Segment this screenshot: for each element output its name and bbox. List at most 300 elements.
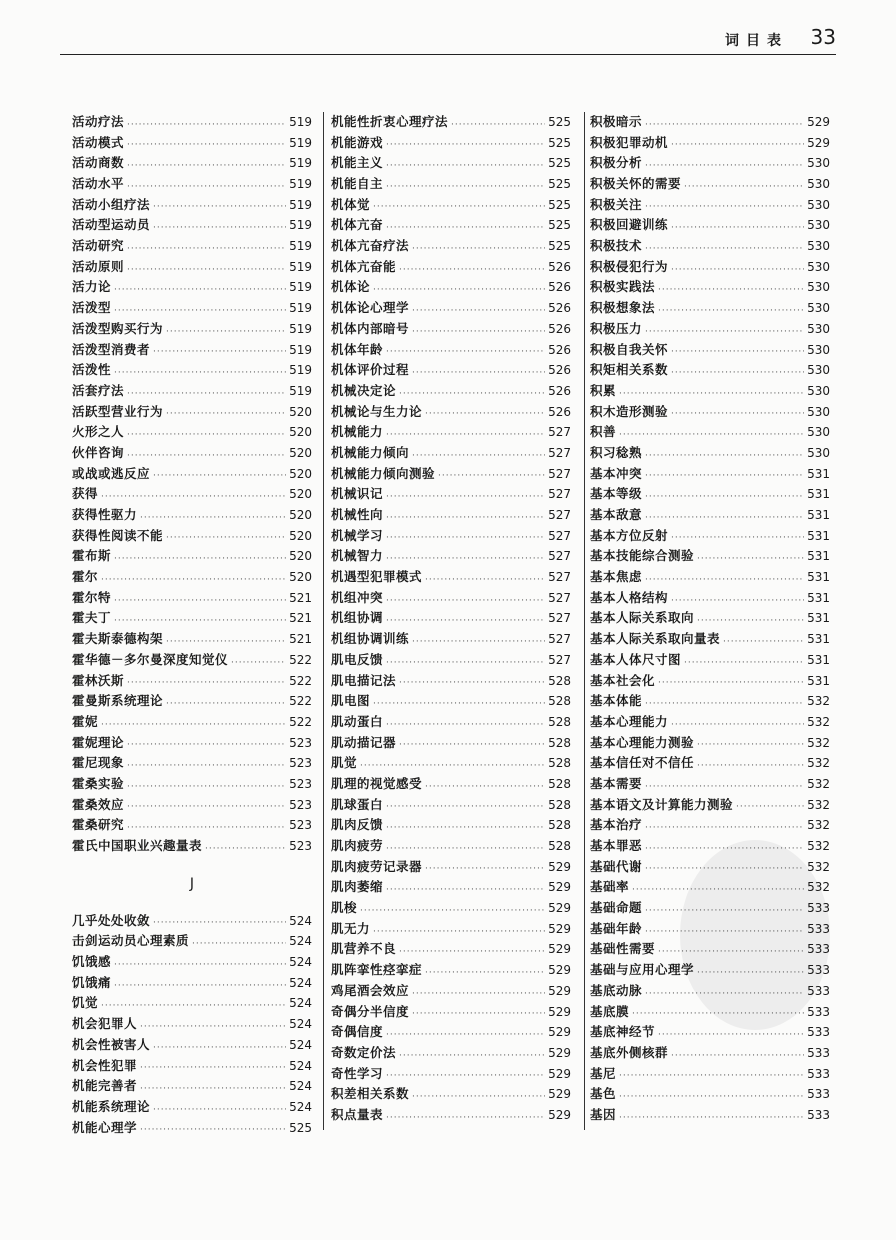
dot-leader — [140, 1081, 286, 1097]
dot-leader — [386, 158, 545, 174]
dot-leader — [127, 137, 286, 153]
entry-page: 532 — [807, 694, 830, 709]
entry-page: 524 — [289, 1037, 312, 1052]
index-entry — [331, 960, 571, 981]
dot-leader — [360, 903, 545, 919]
index-entry — [331, 484, 571, 505]
entry-term: 机体亢奋疗法 — [331, 238, 410, 254]
entry-page: 528 — [548, 839, 571, 854]
entry-page: 532 — [807, 818, 830, 833]
index-entry — [331, 1105, 571, 1126]
index-entry — [331, 815, 571, 836]
entry-page: 523 — [289, 735, 312, 750]
entry-page: 525 — [548, 218, 571, 233]
entry-term: 机体年龄 — [331, 341, 384, 357]
index-entry — [72, 133, 312, 154]
entry-term: 基础命题 — [590, 900, 643, 916]
dot-leader — [127, 799, 286, 815]
dot-leader — [412, 241, 545, 257]
entry-term: 机械性向 — [331, 507, 384, 523]
entry-page: 523 — [289, 818, 312, 833]
index-entry — [590, 898, 830, 919]
index-entry — [590, 319, 830, 340]
entry-page: 530 — [807, 197, 830, 212]
entry-term: 活力论 — [72, 279, 112, 295]
index-entry — [590, 981, 830, 1002]
index-entry — [331, 1084, 571, 1105]
entry-term: 机能游戏 — [331, 134, 384, 150]
entry-page: 525 — [548, 135, 571, 150]
entry-page: 532 — [807, 756, 830, 771]
entry-term: 基础年龄 — [590, 920, 643, 936]
dot-leader — [127, 820, 286, 836]
index-entry — [590, 609, 830, 630]
entry-term: 霍布斯 — [72, 548, 112, 564]
entry-page: 522 — [289, 714, 312, 729]
entry-page: 519 — [289, 259, 312, 274]
entry-page: 531 — [807, 528, 830, 543]
index-entry — [72, 753, 312, 774]
entry-page: 529 — [548, 921, 571, 936]
entry-term: 活动小组疗法 — [72, 196, 151, 212]
entry-term: 霍曼斯系统理论 — [72, 693, 164, 709]
entry-term: 基本治疗 — [590, 817, 643, 833]
entry-page: 526 — [548, 363, 571, 378]
dot-leader — [671, 530, 804, 546]
dot-leader — [671, 365, 804, 381]
dot-leader — [632, 1006, 804, 1022]
dot-leader — [412, 1089, 545, 1105]
entry-page: 533 — [807, 963, 830, 978]
entry-term: 霍妮理论 — [72, 734, 125, 750]
dot-leader — [619, 1110, 804, 1126]
entry-term: 饥觉 — [72, 995, 99, 1011]
index-entry — [72, 911, 312, 932]
entry-page: 533 — [807, 1066, 830, 1081]
entry-term: 基本信任对不信任 — [590, 755, 695, 771]
entry-page: 532 — [807, 776, 830, 791]
index-entry — [331, 836, 571, 857]
entry-page: 527 — [548, 487, 571, 502]
entry-page: 531 — [807, 466, 830, 481]
entry-term: 鸡尾酒会效应 — [331, 982, 410, 998]
dot-leader — [645, 779, 804, 795]
entry-term: 基色 — [590, 1086, 617, 1102]
dot-leader — [386, 220, 545, 236]
entry-page: 531 — [807, 508, 830, 523]
entry-term: 霍妮 — [72, 713, 99, 729]
index-entry — [72, 671, 312, 692]
entry-term: 基本敌意 — [590, 507, 643, 523]
entry-page: 524 — [289, 1058, 312, 1073]
entry-page: 519 — [289, 301, 312, 316]
index-entry — [331, 1043, 571, 1064]
entry-term: 肌无力 — [331, 920, 371, 936]
entry-page: 532 — [807, 797, 830, 812]
entry-term: 奇性学习 — [331, 1065, 384, 1081]
entry-page: 527 — [548, 445, 571, 460]
dot-leader — [192, 936, 286, 952]
dot-leader — [671, 137, 804, 153]
entry-term: 基本心理能力 — [590, 713, 669, 729]
entry-term: 积极暗示 — [590, 113, 643, 129]
entry-term: 机能自主 — [331, 176, 384, 192]
index-entry — [331, 443, 571, 464]
dot-leader — [386, 1110, 545, 1126]
dot-leader — [645, 986, 804, 1002]
index-entry — [331, 671, 571, 692]
index-entry — [331, 919, 571, 940]
entry-term: 机体论心理学 — [331, 300, 410, 316]
index-entry — [72, 443, 312, 464]
entry-term: 积矩相关系数 — [590, 362, 669, 378]
index-entry — [72, 319, 312, 340]
entry-term: 积点量表 — [331, 1106, 384, 1122]
index-entry — [590, 381, 830, 402]
entry-term: 活跃型营业行为 — [72, 403, 164, 419]
entry-page: 532 — [807, 880, 830, 895]
entry-page: 525 — [548, 114, 571, 129]
index-entry — [331, 877, 571, 898]
dot-leader — [671, 717, 804, 733]
dot-leader — [645, 861, 804, 877]
entry-term: 机能主义 — [331, 155, 384, 171]
dot-leader — [438, 468, 545, 484]
index-entry — [590, 236, 830, 257]
entry-term: 机会性犯罪 — [72, 1057, 138, 1073]
entry-term: 机体觉 — [331, 196, 371, 212]
index-entry — [72, 1118, 312, 1139]
entry-term: 或战或逃反应 — [72, 465, 151, 481]
index-entry — [72, 278, 312, 299]
entry-term: 基本技能综合测验 — [590, 548, 695, 564]
entry-term: 肌球蛋白 — [331, 796, 384, 812]
entry-term: 基因 — [590, 1106, 617, 1122]
entry-page: 520 — [289, 570, 312, 585]
dot-leader — [114, 551, 286, 567]
entry-term: 获得性驱力 — [72, 507, 138, 523]
index-entry — [72, 257, 312, 278]
dot-leader — [425, 572, 545, 588]
index-entry — [72, 994, 312, 1015]
entry-page: 533 — [807, 901, 830, 916]
dot-leader — [619, 427, 804, 443]
dot-leader — [658, 1027, 804, 1043]
index-entry — [331, 298, 571, 319]
entry-term: 基础代谢 — [590, 858, 643, 874]
index-entry — [590, 567, 830, 588]
dot-leader — [386, 799, 545, 815]
entry-page: 521 — [289, 590, 312, 605]
index-entry — [72, 712, 312, 733]
entry-page: 530 — [807, 404, 830, 419]
index-entry — [331, 753, 571, 774]
index-entry — [72, 381, 312, 402]
index-entry — [72, 795, 312, 816]
index-entry — [331, 940, 571, 961]
entry-page: 530 — [807, 321, 830, 336]
index-entry — [331, 774, 571, 795]
entry-page: 519 — [289, 156, 312, 171]
dot-leader — [451, 117, 545, 133]
entry-term: 活泼性 — [72, 362, 112, 378]
entry-page: 525 — [548, 197, 571, 212]
entry-term: 肌肉反馈 — [331, 817, 384, 833]
index-entry — [590, 402, 830, 423]
dot-leader — [412, 448, 545, 464]
dot-leader — [127, 448, 286, 464]
entry-page: 528 — [548, 797, 571, 812]
entry-page: 520 — [289, 425, 312, 440]
index-entry — [72, 774, 312, 795]
dot-leader — [153, 199, 286, 215]
entry-term: 霍桑研究 — [72, 817, 125, 833]
entry-term: 机能心理学 — [72, 1119, 138, 1135]
index-entry — [331, 402, 571, 423]
entry-page: 526 — [548, 321, 571, 336]
index-entry — [72, 195, 312, 216]
entry-page: 519 — [289, 114, 312, 129]
entry-term: 基底动脉 — [590, 982, 643, 998]
entry-page: 528 — [548, 714, 571, 729]
index-entry — [331, 257, 571, 278]
entry-term: 肌肉疲劳记录器 — [331, 858, 423, 874]
index-entry — [331, 567, 571, 588]
entry-term: 肌动蛋白 — [331, 713, 384, 729]
entry-term: 机械能力倾向测验 — [331, 465, 436, 481]
entry-term: 活动水平 — [72, 176, 125, 192]
entry-page: 526 — [548, 342, 571, 357]
index-entry — [331, 278, 571, 299]
dot-leader — [386, 551, 545, 567]
index-entry — [331, 464, 571, 485]
entry-term: 霍尔 — [72, 569, 99, 585]
dot-leader — [166, 406, 286, 422]
dot-leader — [671, 1048, 804, 1064]
entry-page: 520 — [289, 404, 312, 419]
dot-leader — [114, 303, 286, 319]
entry-page: 532 — [807, 859, 830, 874]
dot-leader — [166, 324, 286, 340]
entry-page: 529 — [807, 135, 830, 150]
entry-term: 机械智力 — [331, 548, 384, 564]
entry-page: 524 — [289, 975, 312, 990]
index-entry — [72, 153, 312, 174]
dot-leader — [101, 998, 286, 1014]
entry-page: 529 — [548, 859, 571, 874]
index-entry — [72, 733, 312, 754]
entry-term: 霍桑实验 — [72, 775, 125, 791]
dot-leader — [114, 282, 286, 298]
index-entry — [590, 153, 830, 174]
entry-page: 528 — [548, 673, 571, 688]
entry-term: 积极分析 — [590, 155, 643, 171]
entry-term: 基本心理能力测验 — [590, 734, 695, 750]
entry-term: 肌阵挛性痉挛症 — [331, 962, 423, 978]
dot-leader — [386, 137, 545, 153]
dot-leader — [373, 696, 545, 712]
entry-page: 526 — [548, 301, 571, 316]
entry-page: 528 — [548, 776, 571, 791]
dot-leader — [386, 1068, 545, 1084]
dot-leader — [684, 179, 804, 195]
entry-term: 基本等级 — [590, 486, 643, 502]
index-entry — [72, 1076, 312, 1097]
entry-page: 523 — [289, 776, 312, 791]
entry-term: 基本方位反射 — [590, 527, 669, 543]
dot-leader — [386, 510, 545, 526]
dot-leader — [373, 924, 545, 940]
entry-page: 528 — [548, 735, 571, 750]
entry-term: 基本体能 — [590, 693, 643, 709]
entry-page: 530 — [807, 259, 830, 274]
dot-leader — [386, 717, 545, 733]
entry-page: 530 — [807, 383, 830, 398]
dot-leader — [127, 179, 286, 195]
entry-page: 527 — [548, 590, 571, 605]
entry-page: 530 — [807, 239, 830, 254]
dot-leader — [619, 1089, 804, 1105]
index-entry — [590, 919, 830, 940]
index-entry — [590, 629, 830, 650]
entry-page: 533 — [807, 1087, 830, 1102]
index-entry — [331, 422, 571, 443]
dot-leader — [697, 737, 804, 753]
entry-page: 531 — [807, 590, 830, 605]
index-entry — [590, 195, 830, 216]
index-entry — [590, 733, 830, 754]
dot-leader — [645, 158, 804, 174]
entry-page: 526 — [548, 259, 571, 274]
index-entry — [331, 236, 571, 257]
entry-term: 火形之人 — [72, 424, 125, 440]
entry-page: 531 — [807, 673, 830, 688]
entry-page: 520 — [289, 445, 312, 460]
entry-page: 525 — [289, 1120, 312, 1135]
entry-page: 521 — [289, 632, 312, 647]
entry-term: 基本冲突 — [590, 465, 643, 481]
index-entry — [590, 1105, 830, 1126]
entry-term: 机体亢奋能 — [331, 258, 397, 274]
index-entry — [331, 629, 571, 650]
index-entry — [331, 215, 571, 236]
entry-term: 活套疗法 — [72, 382, 125, 398]
entry-page: 529 — [548, 1045, 571, 1060]
index-entry — [590, 1022, 830, 1043]
entry-page: 520 — [289, 487, 312, 502]
entry-term: 机会犯罪人 — [72, 1016, 138, 1032]
index-entry — [590, 1084, 830, 1105]
entry-term: 霍夫丁 — [72, 610, 112, 626]
dot-leader — [231, 655, 286, 671]
dot-leader — [166, 696, 286, 712]
dot-leader — [412, 986, 545, 1002]
index-entry — [590, 877, 830, 898]
entry-page: 520 — [289, 549, 312, 564]
index-entry — [590, 484, 830, 505]
entry-page: 530 — [807, 301, 830, 316]
entry-page: 523 — [289, 756, 312, 771]
index-entry — [590, 940, 830, 961]
dot-leader — [101, 717, 286, 733]
dot-leader — [127, 737, 286, 753]
index-entry — [331, 340, 571, 361]
dot-leader — [386, 593, 545, 609]
dot-leader — [127, 779, 286, 795]
index-entry — [72, 931, 312, 952]
entry-term: 基底神经节 — [590, 1024, 656, 1040]
entry-page: 532 — [807, 714, 830, 729]
column-divider — [323, 112, 324, 1130]
dot-leader — [697, 613, 804, 629]
index-entry — [590, 298, 830, 319]
entry-term: 机械学习 — [331, 527, 384, 543]
entry-page: 524 — [289, 913, 312, 928]
entry-page: 520 — [289, 528, 312, 543]
dot-leader — [360, 758, 545, 774]
dot-leader — [386, 1027, 545, 1043]
dot-leader — [671, 344, 804, 360]
entry-page: 529 — [548, 1087, 571, 1102]
dot-leader — [412, 324, 545, 340]
entry-term: 机械识记 — [331, 486, 384, 502]
index-entry — [590, 650, 830, 671]
entry-term: 基底膜 — [590, 1003, 630, 1019]
index-entry — [331, 1064, 571, 1085]
index-entry — [590, 774, 830, 795]
entry-page: 530 — [807, 156, 830, 171]
index-entry — [331, 1022, 571, 1043]
entry-term: 基本罪恶 — [590, 838, 643, 854]
entry-term: 肌电描记法 — [331, 672, 397, 688]
entry-term: 活动商数 — [72, 155, 125, 171]
dot-leader — [127, 386, 286, 402]
entry-term: 几乎处处收敛 — [72, 912, 151, 928]
entry-page: 529 — [548, 983, 571, 998]
dot-leader — [645, 324, 804, 340]
entry-term: 机械能力倾向 — [331, 444, 410, 460]
index-entry — [72, 1097, 312, 1118]
dot-leader — [645, 572, 804, 588]
entry-term: 奇数定价法 — [331, 1044, 397, 1060]
entry-page: 532 — [807, 735, 830, 750]
entry-page: 529 — [548, 942, 571, 957]
dot-leader — [412, 634, 545, 650]
entry-term: 肌营养不良 — [331, 941, 397, 957]
entry-page: 533 — [807, 921, 830, 936]
index-entry — [331, 153, 571, 174]
entry-term: 基本人格结构 — [590, 589, 669, 605]
dot-leader — [671, 406, 804, 422]
index-entry — [72, 215, 312, 236]
dot-leader — [386, 489, 545, 505]
dot-leader — [114, 978, 286, 994]
entry-term: 机械能力 — [331, 424, 384, 440]
index-entry — [331, 650, 571, 671]
dot-leader — [127, 675, 286, 691]
entry-page: 524 — [289, 1099, 312, 1114]
index-entry — [331, 1002, 571, 1023]
entry-term: 机体内部暗号 — [331, 320, 410, 336]
dot-leader — [153, 344, 286, 360]
index-entry — [331, 381, 571, 402]
page-header — [60, 20, 836, 55]
dot-leader — [127, 427, 286, 443]
entry-term: 积极回避训练 — [590, 217, 669, 233]
entry-page: 531 — [807, 549, 830, 564]
index-entry — [590, 836, 830, 857]
index-entry — [72, 174, 312, 195]
